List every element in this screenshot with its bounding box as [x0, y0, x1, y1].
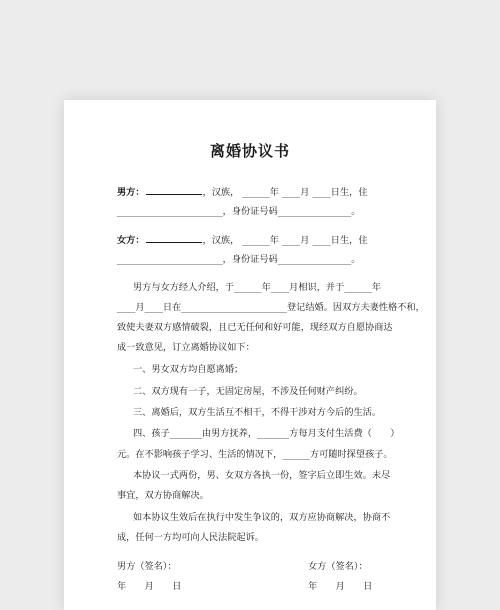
- body-line: 如本协议生效后在执行中发生争议的，双方应协商解决，协商不: [133, 512, 391, 523]
- female-party-line-1: [117, 232, 407, 248]
- clause-line: 元。在不影响孩子学习、生活的情况下，______方可随时探望孩子。: [117, 449, 393, 460]
- male-party-line-2: _______________________，身份证号码________________。: [117, 206, 361, 217]
- male-party-line-1: [117, 184, 407, 200]
- male-name-blank: [146, 184, 202, 195]
- male-party-label: 男方：: [117, 187, 145, 198]
- body-line: 本协议一式两份，男、女双方各执一份，签字后立即生效。未尽: [133, 470, 391, 481]
- female-party-line-2: _______________________，身份证号码________________。: [117, 254, 361, 265]
- clause-line: 二、双方现有一子，无固定房屋，不涉及任何财产纠纷。: [133, 386, 363, 397]
- female-name-blank: [146, 232, 202, 243]
- body-line: 成，任何一方均可向人民法院起诉。: [117, 532, 264, 543]
- document-title: 离婚协议书: [209, 142, 290, 160]
- female-signature-date: 年 月 日: [308, 581, 373, 592]
- male-signature-date: 年 月 日: [117, 581, 182, 592]
- clause-line: 三、离婚后，双方生活互不相干，不得干涉对方今后的生活。: [133, 407, 382, 418]
- body-line: 男方与女方经人介绍，于______年____月相识，并于______年: [133, 282, 382, 293]
- female-line-1-text: ，汉族， ______年 ____月 ____日生，住: [202, 235, 368, 246]
- body-line: 成一致意见，订立离婚协议如下：: [117, 342, 255, 353]
- male-signature-label: 男方（签名）：: [117, 561, 177, 572]
- body-line: 事宜，双方协商解决。: [117, 490, 209, 501]
- male-line-1-text: ，汉族， ______年 ____月 ____日生，住: [202, 187, 368, 198]
- body-line: ____月____日在_______________________登记结婚。因双方夫妻性格不和，: [117, 302, 425, 313]
- clause-line: 四、孩子_______由男方抚养，_______方每月支付生活费（ ）: [133, 428, 400, 439]
- body-line: 致使夫妻双方感情破裂，且已无任何和好可能，现经双方自愿协商达: [117, 322, 393, 333]
- female-signature-label: 女方（签名）：: [308, 561, 368, 572]
- clause-line: 一、男女双方均自愿离婚；: [133, 364, 244, 375]
- document-page: [64, 100, 436, 610]
- female-party-label: 女方：: [117, 235, 145, 246]
